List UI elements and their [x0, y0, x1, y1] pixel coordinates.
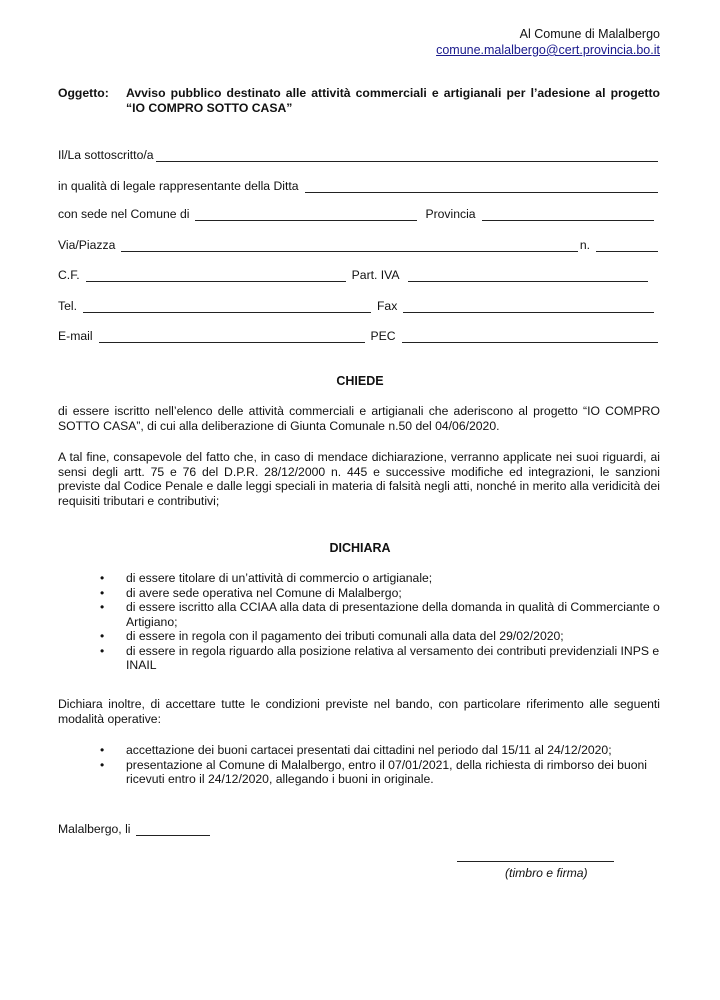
comune-label: con sede nel Comune di [58, 207, 190, 221]
list-item: • presentazione al Comune di Malalbergo, entro il 07/01/2021, della richiesta di rimborso dei buoni ricevuti entro il 24/12/2020, allegando i buoni in originale. [100, 757, 647, 786]
sottoscritto-label: Il/La sottoscritto/a [58, 148, 154, 162]
bullet-icon: • [100, 571, 105, 585]
field-sottoscritto [58, 146, 660, 162]
field-via [58, 236, 660, 252]
bullet-icon: • [100, 629, 105, 643]
list-item: • di essere iscritto alla CCIAA alla data di presentazione della domanda in qualità di Commerciante o Artigiano; [100, 600, 660, 629]
dichiara-list [100, 571, 660, 673]
chiede-heading: CHIEDE [336, 374, 384, 388]
cf-label: C.F. [58, 268, 80, 282]
provincia-label: Provincia [425, 207, 476, 221]
recipient-name: Al Comune di Malalbergo [519, 27, 660, 41]
subject-label: Oggetto: [58, 86, 109, 100]
pec-label: PEC [370, 329, 396, 343]
dichiara-heading: DICHIARA [329, 541, 391, 555]
date-input[interactable] [136, 823, 210, 836]
subject [58, 86, 660, 116]
numero-label: n. [579, 238, 590, 252]
list-item: • accettazione dei buoni cartacei presentati dai cittadini nel periodo dal 15/11 al 24/12/2020; [100, 743, 612, 757]
recipient-email-link[interactable]: comune.malalbergo@cert.provincia.bo.it [436, 43, 660, 57]
modalita-list [100, 743, 660, 787]
fax-input[interactable] [403, 300, 654, 313]
field-cf-piva [58, 266, 660, 282]
inoltre-text: Dichiara inoltre, di accettare tutte le condizioni previste nel bando, con particolare riferimento alle seguenti modalità operative: [58, 697, 660, 726]
sottoscritto-input[interactable] [156, 149, 658, 162]
field-comune-provincia [58, 205, 660, 221]
piva-label: Part. IVA [351, 268, 400, 282]
numero-input[interactable] [596, 239, 658, 252]
field-email-pec [58, 327, 660, 343]
provincia-input[interactable] [482, 208, 654, 221]
list-item: • di essere in regola riguardo alla posizione relativa al versamento dei contributi previdenziali INPS e INAIL [100, 643, 660, 672]
via-label: Via/Piazza [58, 238, 116, 252]
signature-label: (timbro e firma) [505, 866, 588, 880]
fax-label: Fax [376, 299, 398, 313]
bullet-icon: • [100, 585, 105, 600]
tel-input[interactable] [83, 300, 371, 313]
email-input[interactable] [99, 330, 365, 343]
via-input[interactable] [121, 239, 577, 252]
bullet-icon: • [100, 643, 105, 658]
bullet-icon: • [100, 600, 105, 614]
list-item: • di avere sede operativa nel Comune di Malalbergo; [100, 585, 402, 600]
list-item: • di essere titolare di un’attività di commercio o artigianale; [100, 571, 433, 585]
comune-input[interactable] [195, 208, 417, 221]
tel-label: Tel. [58, 299, 77, 313]
pec-input[interactable] [402, 330, 658, 343]
signature-line[interactable] [457, 861, 614, 862]
consapevole-text: A tal fine, consapevole del fatto che, in caso di mendace dichiarazione, verranno applicate nei suoi riguardi, ai sensi degli artt. 75 e 76 del D.P.R. 28/12/2000 n. 445 e successive modifiche ed integrazioni, le sanzioni previste dal Codice Penale e dalle leggi speciali in materia di falsità negli atti, nonché in merito alla veridicità dei requisiti tributari e contributivi; [58, 450, 660, 508]
bullet-icon: • [100, 743, 105, 757]
field-rappresentante [58, 177, 660, 193]
bullet-icon: • [100, 757, 105, 772]
list-item: • di essere in regola con il pagamento dei tributi comunali alla data del 29/02/2020; [100, 629, 564, 643]
email-label: E-mail [58, 329, 93, 343]
rappresentante-label: in qualità di legale rappresentante della Ditta [58, 179, 299, 193]
recipient-address [436, 26, 660, 58]
field-tel-fax [58, 297, 660, 313]
place-date-label: Malalbergo, li [58, 822, 131, 836]
chiede-text: di essere iscritto nell’elenco delle attività commerciali e artigianali che aderiscono al progetto “IO COMPRO SOTTO CASA”, di cui alla deliberazione di Giunta Comunale n.50 del 04/06/2020. [58, 404, 660, 433]
ditta-input[interactable] [305, 180, 658, 193]
place-date [58, 820, 258, 836]
piva-input[interactable] [408, 269, 648, 282]
cf-input[interactable] [86, 269, 346, 282]
subject-text: Avviso pubblico destinato alle attività commerciali e artigianali per l’adesione al progetto “IO COMPRO SOTTO CASA” [126, 86, 660, 115]
